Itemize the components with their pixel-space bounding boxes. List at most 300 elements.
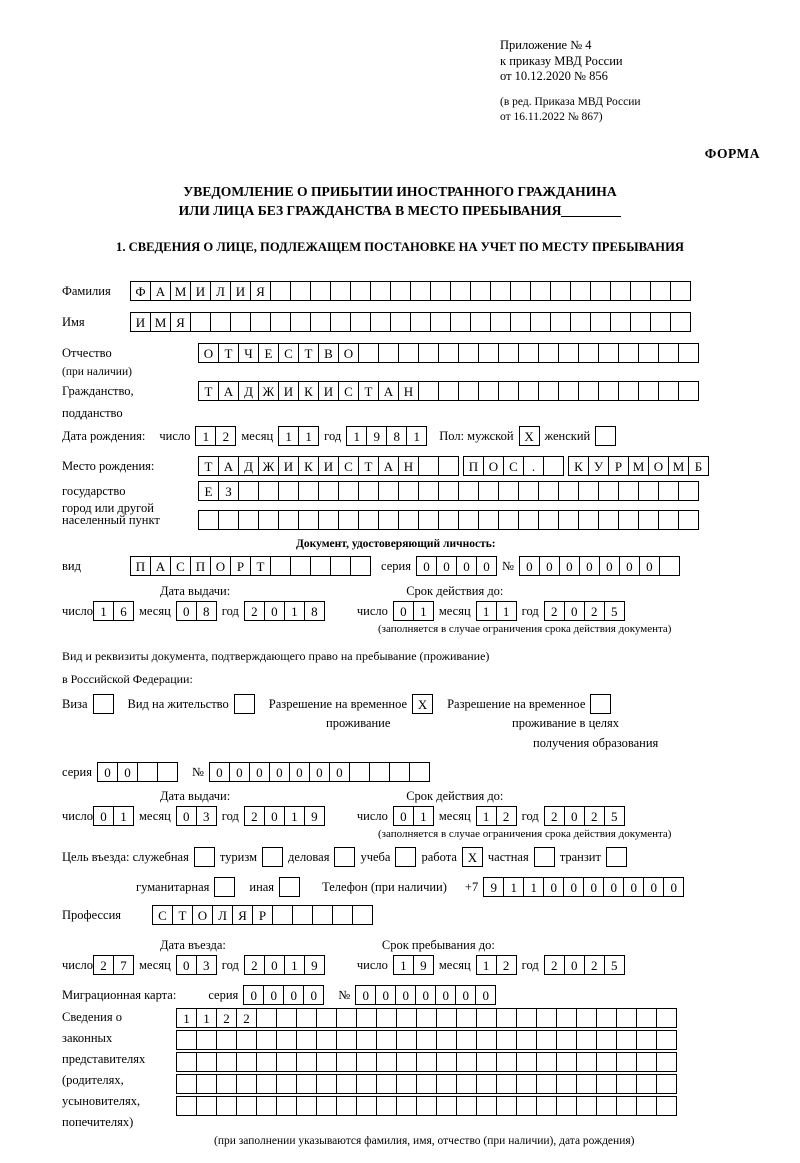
cell[interactable] (316, 1074, 337, 1094)
cell[interactable] (538, 381, 559, 401)
cell[interactable]: 1 (195, 426, 216, 446)
stay-until-month-input[interactable] (476, 955, 517, 975)
cell[interactable] (658, 481, 679, 501)
residence-permit-checkbox[interactable] (234, 694, 255, 714)
cell[interactable]: 0 (543, 877, 564, 897)
cell[interactable] (530, 312, 551, 332)
purpose-work-checkbox[interactable]: X (462, 847, 483, 867)
cell[interactable] (396, 1030, 417, 1050)
cell[interactable] (370, 281, 391, 301)
patronymic-input[interactable] (198, 343, 699, 363)
cell[interactable] (456, 1074, 477, 1094)
cell[interactable] (498, 510, 519, 530)
stay-series-input[interactable] (97, 762, 178, 782)
cell[interactable] (478, 381, 499, 401)
cell[interactable]: А (150, 556, 171, 576)
cell[interactable] (358, 481, 379, 501)
cell[interactable] (256, 1052, 277, 1072)
cell[interactable]: Ч (238, 343, 259, 363)
cell[interactable]: Е (258, 343, 279, 363)
cell[interactable]: 2 (584, 806, 605, 826)
cell[interactable] (310, 312, 331, 332)
cell[interactable]: 0 (209, 762, 230, 782)
cell[interactable]: 0 (583, 877, 604, 897)
cell[interactable] (543, 456, 564, 476)
cell[interactable] (496, 1074, 517, 1094)
sex-female-checkbox[interactable] (595, 426, 616, 446)
cell[interactable] (436, 1030, 457, 1050)
cell[interactable] (316, 1030, 337, 1050)
cell[interactable] (137, 762, 158, 782)
cell[interactable] (332, 905, 353, 925)
cell[interactable] (272, 905, 293, 925)
cell[interactable] (376, 1030, 397, 1050)
cell[interactable] (616, 1074, 637, 1094)
cell[interactable] (638, 381, 659, 401)
cell[interactable]: 0 (519, 556, 540, 576)
cell[interactable]: Д (238, 381, 259, 401)
cell[interactable] (376, 1008, 397, 1028)
cell[interactable] (498, 343, 519, 363)
cell[interactable] (558, 510, 579, 530)
cell[interactable] (410, 312, 431, 332)
cell[interactable]: 0 (603, 877, 624, 897)
cell[interactable]: С (338, 381, 359, 401)
cell[interactable] (659, 556, 680, 576)
cell[interactable] (270, 312, 291, 332)
cell[interactable]: Т (218, 343, 239, 363)
cell[interactable]: 1 (196, 1008, 217, 1028)
cell[interactable] (636, 1008, 657, 1028)
cell[interactable] (338, 510, 359, 530)
cell[interactable] (278, 510, 299, 530)
cell[interactable] (378, 481, 399, 501)
doc-valid-month-input[interactable] (476, 601, 517, 621)
cell[interactable] (656, 1096, 677, 1116)
cell[interactable]: С (278, 343, 299, 363)
cell[interactable] (456, 1052, 477, 1072)
cell[interactable]: 5 (604, 601, 625, 621)
cell[interactable]: И (190, 281, 211, 301)
cell[interactable] (550, 312, 571, 332)
birth-place-state-input[interactable] (198, 456, 459, 476)
cell[interactable]: 1 (284, 955, 305, 975)
cell[interactable] (236, 1030, 257, 1050)
birth-place-line3-input[interactable] (198, 510, 699, 530)
cell[interactable] (658, 343, 679, 363)
cell[interactable] (216, 1030, 237, 1050)
cell[interactable]: Б (688, 456, 709, 476)
cell[interactable]: 1 (278, 426, 299, 446)
doc-valid-year-input[interactable] (544, 601, 625, 621)
cell[interactable] (378, 510, 399, 530)
phone-input[interactable] (483, 877, 684, 897)
cell[interactable]: В (318, 343, 339, 363)
cell[interactable] (276, 1052, 297, 1072)
name-input[interactable] (130, 312, 691, 332)
cell[interactable] (656, 1008, 677, 1028)
doc-valid-day-input[interactable] (393, 601, 434, 621)
cell[interactable] (458, 481, 479, 501)
cell[interactable] (370, 312, 391, 332)
cell[interactable] (596, 1052, 617, 1072)
cell[interactable] (358, 510, 379, 530)
cell[interactable] (478, 481, 499, 501)
cell[interactable] (516, 1030, 537, 1050)
cell[interactable]: Я (170, 312, 191, 332)
cell[interactable] (598, 381, 619, 401)
cell[interactable] (598, 510, 619, 530)
cell[interactable] (438, 481, 459, 501)
cell[interactable]: 0 (476, 556, 497, 576)
cell[interactable]: И (278, 381, 299, 401)
cell[interactable]: 0 (264, 601, 285, 621)
cell[interactable] (396, 1008, 417, 1028)
cell[interactable] (658, 381, 679, 401)
cell[interactable] (450, 281, 471, 301)
cell[interactable]: 0 (176, 806, 197, 826)
cell[interactable]: Т (198, 381, 219, 401)
cell[interactable]: Р (230, 556, 251, 576)
cell[interactable] (378, 343, 399, 363)
cell[interactable] (396, 1074, 417, 1094)
cell[interactable]: 0 (264, 955, 285, 975)
cell[interactable]: 0 (393, 806, 414, 826)
cell[interactable]: 8 (196, 601, 217, 621)
cell[interactable] (556, 1052, 577, 1072)
cell[interactable]: И (130, 312, 151, 332)
purpose-study-checkbox[interactable] (395, 847, 416, 867)
cell[interactable] (430, 281, 451, 301)
stay-valid-month-input[interactable] (476, 806, 517, 826)
cell[interactable]: 1 (523, 877, 544, 897)
cell[interactable] (656, 1052, 677, 1072)
cell[interactable] (478, 343, 499, 363)
cell[interactable]: И (230, 281, 251, 301)
cell[interactable] (670, 312, 691, 332)
cell[interactable] (576, 1074, 597, 1094)
cell[interactable]: 0 (329, 762, 350, 782)
cell[interactable] (356, 1074, 377, 1094)
cell[interactable]: 0 (559, 556, 580, 576)
cell[interactable] (350, 312, 371, 332)
cell[interactable]: 0 (579, 556, 600, 576)
cell[interactable] (210, 312, 231, 332)
cell[interactable] (296, 1008, 317, 1028)
cell[interactable] (298, 510, 319, 530)
cell[interactable] (510, 312, 531, 332)
cell[interactable] (478, 510, 499, 530)
cell[interactable] (376, 1074, 397, 1094)
cell[interactable] (398, 510, 419, 530)
cell[interactable]: 2 (496, 806, 517, 826)
stay-issue-month-input[interactable] (176, 806, 217, 826)
cell[interactable]: 2 (244, 806, 265, 826)
cell[interactable] (538, 481, 559, 501)
cell[interactable]: 0 (539, 556, 560, 576)
cell[interactable] (270, 281, 291, 301)
cell[interactable]: 0 (564, 955, 585, 975)
cell[interactable]: П (130, 556, 151, 576)
cell[interactable] (376, 1096, 397, 1116)
cell[interactable] (190, 312, 211, 332)
cell[interactable] (618, 381, 639, 401)
profession-input[interactable] (152, 905, 373, 925)
cell[interactable] (258, 481, 279, 501)
cell[interactable]: 1 (406, 426, 427, 446)
cell[interactable] (350, 556, 371, 576)
cell[interactable]: Ж (258, 381, 279, 401)
cell[interactable]: О (338, 343, 359, 363)
cell[interactable] (390, 312, 411, 332)
cell[interactable] (316, 1008, 337, 1028)
legal-rep-input-4[interactable] (176, 1074, 677, 1094)
cell[interactable] (476, 1096, 497, 1116)
cell[interactable]: 3 (196, 806, 217, 826)
cell[interactable]: 8 (386, 426, 407, 446)
cell[interactable] (176, 1052, 197, 1072)
cell[interactable]: 1 (413, 601, 434, 621)
cell[interactable]: И (318, 456, 339, 476)
cell[interactable] (616, 1030, 637, 1050)
cell[interactable] (610, 281, 631, 301)
cell[interactable]: Т (358, 456, 379, 476)
stay-until-day-input[interactable] (393, 955, 434, 975)
cell[interactable] (590, 281, 611, 301)
cell[interactable]: Я (250, 281, 271, 301)
cell[interactable] (578, 381, 599, 401)
cell[interactable] (638, 343, 659, 363)
cell[interactable] (318, 510, 339, 530)
cell[interactable] (316, 1096, 337, 1116)
cell[interactable]: 0 (416, 556, 437, 576)
cell[interactable]: 0 (564, 601, 585, 621)
cell[interactable]: 9 (304, 955, 325, 975)
doc-number-input[interactable] (519, 556, 680, 576)
cell[interactable]: 1 (496, 601, 517, 621)
cell[interactable] (656, 1030, 677, 1050)
legal-rep-input-2[interactable] (176, 1030, 677, 1050)
cell[interactable] (330, 281, 351, 301)
cell[interactable]: С (503, 456, 524, 476)
cell[interactable]: О (198, 343, 219, 363)
cell[interactable]: 2 (544, 955, 565, 975)
cell[interactable]: Р (608, 456, 629, 476)
cell[interactable]: М (170, 281, 191, 301)
cell[interactable]: К (298, 456, 319, 476)
cell[interactable] (236, 1074, 257, 1094)
stay-valid-day-input[interactable] (393, 806, 434, 826)
cell[interactable]: И (278, 456, 299, 476)
cell[interactable] (410, 281, 431, 301)
cell[interactable]: 0 (623, 877, 644, 897)
cell[interactable]: О (483, 456, 504, 476)
cell[interactable]: 1 (413, 806, 434, 826)
cell[interactable]: О (648, 456, 669, 476)
cell[interactable]: М (668, 456, 689, 476)
cell[interactable]: Н (398, 456, 419, 476)
cell[interactable] (458, 343, 479, 363)
citizenship-input[interactable] (198, 381, 699, 401)
cell[interactable] (618, 343, 639, 363)
stay-until-year-input[interactable] (544, 955, 625, 975)
cell[interactable] (550, 281, 571, 301)
cell[interactable] (390, 281, 411, 301)
cell[interactable]: 0 (599, 556, 620, 576)
cell[interactable] (389, 762, 410, 782)
legal-rep-input-5[interactable] (176, 1096, 677, 1116)
cell[interactable] (638, 510, 659, 530)
cell[interactable] (376, 1052, 397, 1072)
cell[interactable]: 0 (309, 762, 330, 782)
cell[interactable] (276, 1008, 297, 1028)
cell[interactable] (336, 1074, 357, 1094)
cell[interactable]: 1 (298, 426, 319, 446)
cell[interactable]: Н (398, 381, 419, 401)
mc-series-input[interactable] (243, 985, 324, 1005)
cell[interactable] (250, 312, 271, 332)
cell[interactable]: 0 (663, 877, 684, 897)
cell[interactable]: Ф (130, 281, 151, 301)
cell[interactable]: 9 (304, 806, 325, 826)
cell[interactable]: 0 (564, 806, 585, 826)
cell[interactable] (490, 312, 511, 332)
cell[interactable]: 1 (93, 601, 114, 621)
cell[interactable] (470, 281, 491, 301)
cell[interactable]: 1 (503, 877, 524, 897)
cell[interactable] (516, 1096, 537, 1116)
cell[interactable]: 0 (395, 985, 416, 1005)
cell[interactable]: 0 (289, 762, 310, 782)
sex-male-checkbox[interactable]: X (519, 426, 540, 446)
cell[interactable] (256, 1074, 277, 1094)
cell[interactable]: 0 (436, 556, 457, 576)
cell[interactable] (618, 510, 639, 530)
cell[interactable]: 2 (93, 955, 114, 975)
cell[interactable] (336, 1096, 357, 1116)
cell[interactable] (352, 905, 373, 925)
cell[interactable] (238, 481, 259, 501)
cell[interactable] (498, 481, 519, 501)
cell[interactable] (656, 1074, 677, 1094)
cell[interactable] (636, 1052, 657, 1072)
cell[interactable] (636, 1096, 657, 1116)
cell[interactable]: 1 (476, 601, 497, 621)
legal-rep-input-3[interactable] (176, 1052, 677, 1072)
cell[interactable] (438, 510, 459, 530)
cell[interactable] (538, 510, 559, 530)
cell[interactable] (396, 1096, 417, 1116)
doc-issue-day-input[interactable] (93, 601, 134, 621)
cell[interactable] (290, 312, 311, 332)
cell[interactable] (418, 381, 439, 401)
cell[interactable] (310, 556, 331, 576)
cell[interactable]: А (378, 381, 399, 401)
cell[interactable] (349, 762, 370, 782)
cell[interactable]: 3 (196, 955, 217, 975)
cell[interactable] (292, 905, 313, 925)
cell[interactable] (418, 510, 439, 530)
cell[interactable] (312, 905, 333, 925)
cell[interactable] (476, 1030, 497, 1050)
cell[interactable] (198, 510, 219, 530)
cell[interactable] (176, 1030, 197, 1050)
cell[interactable] (230, 312, 251, 332)
entry-month-input[interactable] (176, 955, 217, 975)
cell[interactable] (438, 343, 459, 363)
cell[interactable] (596, 1096, 617, 1116)
cell[interactable]: . (523, 456, 544, 476)
cell[interactable] (356, 1096, 377, 1116)
birth-place-city-part1-input[interactable] (463, 456, 564, 476)
cell[interactable] (496, 1052, 517, 1072)
purpose-private-checkbox[interactable] (534, 847, 555, 867)
cell[interactable]: 0 (563, 877, 584, 897)
cell[interactable] (558, 343, 579, 363)
cell[interactable]: 6 (113, 601, 134, 621)
birth-place-city-part2-input[interactable] (568, 456, 709, 476)
cell[interactable] (296, 1052, 317, 1072)
cell[interactable] (416, 1074, 437, 1094)
cell[interactable] (578, 481, 599, 501)
cell[interactable] (216, 1096, 237, 1116)
purpose-business-checkbox[interactable] (334, 847, 355, 867)
cell[interactable] (270, 556, 291, 576)
cell[interactable]: 0 (269, 762, 290, 782)
cell[interactable] (538, 343, 559, 363)
cell[interactable] (176, 1096, 197, 1116)
cell[interactable] (290, 281, 311, 301)
cell[interactable] (650, 281, 671, 301)
cell[interactable]: 0 (643, 877, 664, 897)
cell[interactable] (470, 312, 491, 332)
cell[interactable]: 0 (117, 762, 138, 782)
cell[interactable] (556, 1096, 577, 1116)
cell[interactable] (396, 1052, 417, 1072)
cell[interactable] (570, 312, 591, 332)
cell[interactable]: Р (252, 905, 273, 925)
cell[interactable] (516, 1008, 537, 1028)
cell[interactable] (336, 1030, 357, 1050)
cell[interactable] (496, 1030, 517, 1050)
cell[interactable]: С (338, 456, 359, 476)
cell[interactable] (256, 1008, 277, 1028)
cell[interactable] (436, 1074, 457, 1094)
cell[interactable] (518, 510, 539, 530)
cell[interactable]: 0 (393, 601, 414, 621)
cell[interactable] (476, 1052, 497, 1072)
cell[interactable] (558, 481, 579, 501)
cell[interactable] (578, 510, 599, 530)
cell[interactable] (238, 510, 259, 530)
cell[interactable]: 0 (249, 762, 270, 782)
cell[interactable] (518, 381, 539, 401)
cell[interactable]: 1 (176, 1008, 197, 1028)
cell[interactable]: К (568, 456, 589, 476)
cell[interactable]: 5 (604, 955, 625, 975)
cell[interactable] (398, 343, 419, 363)
purpose-humanitarian-checkbox[interactable] (214, 877, 235, 897)
cell[interactable]: 2 (244, 955, 265, 975)
temp-residence-checkbox[interactable]: X (412, 694, 433, 714)
doc-issue-year-input[interactable] (244, 601, 325, 621)
cell[interactable] (430, 312, 451, 332)
cell[interactable] (556, 1030, 577, 1050)
cell[interactable] (356, 1008, 377, 1028)
cell[interactable] (536, 1096, 557, 1116)
cell[interactable]: 0 (303, 985, 324, 1005)
cell[interactable]: 0 (176, 955, 197, 975)
